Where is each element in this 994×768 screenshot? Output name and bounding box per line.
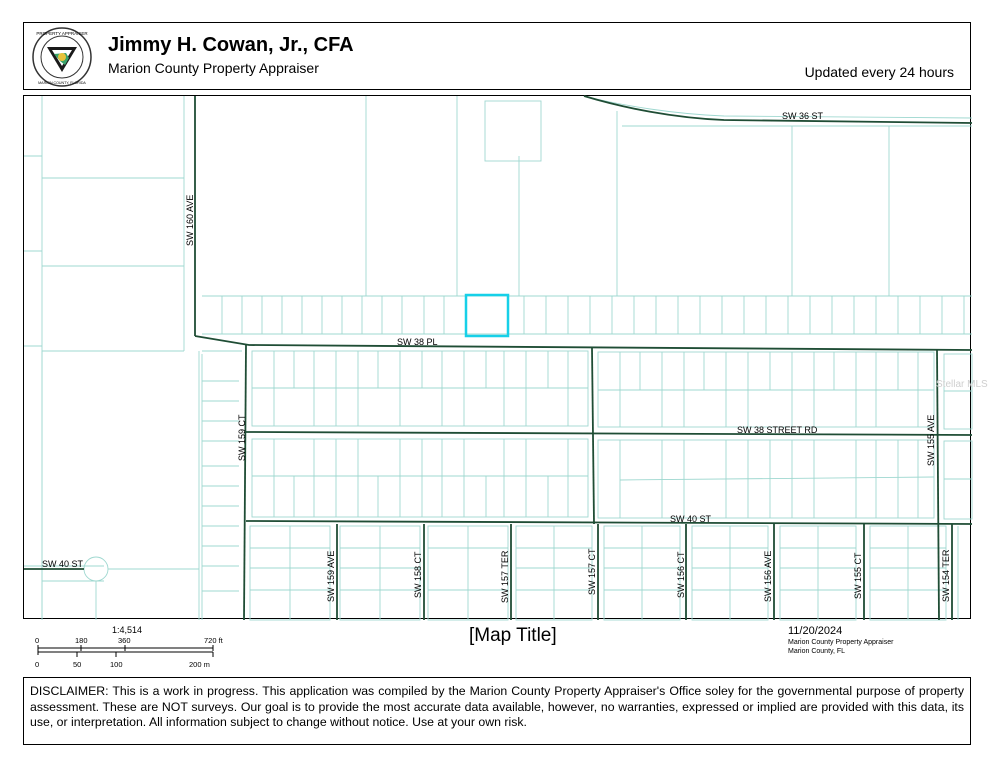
scale-ft-tick-2: 360 xyxy=(118,636,131,645)
street-label-sw158ct: SW 158 CT xyxy=(413,551,423,598)
parcel-lines xyxy=(24,96,972,620)
header xyxy=(23,22,971,90)
street-label-sw40st-west: SW 40 ST xyxy=(42,559,84,569)
scale-m-tick-2: 100 xyxy=(110,660,123,669)
street-label-sw156ct: SW 156 CT xyxy=(676,551,686,598)
scale-m-tick-1: 50 xyxy=(73,660,82,669)
update-notice: Updated every 24 hours xyxy=(804,64,954,80)
street-label-sw159ct: SW 159 CT xyxy=(237,414,247,461)
map-credit-line-2: Marion County, FL xyxy=(788,648,846,655)
scale-ft-tick-0: 0 xyxy=(35,636,40,645)
scale-ratio: 1:4,514 xyxy=(112,625,143,635)
street-label-sw38streetrd: SW 38 STREET RD xyxy=(737,425,818,435)
disclaimer: DISCLAIMER: This is a work in progress. This application was compiled by the Marion County Property Appraiser's Office soley for the governmental purpose of property assessment. These are NOT surveys. Our goal is to provide the most accurate data available, however, no warranties, expressed or implied are provided with this data, its use, or interpretation. All information subject to change without notice. Use at your own risk. xyxy=(23,677,971,745)
street-label-sw40st: SW 40 ST xyxy=(670,514,712,524)
street-label-sw160ave: SW 160 AVE xyxy=(185,194,195,246)
scale-m-tick-3: 200 m xyxy=(189,660,210,669)
property-appraiser-seal-icon xyxy=(32,27,92,87)
scale-m-tick-0: 0 xyxy=(35,660,40,669)
street-label-sw38pl: SW 38 PL xyxy=(397,337,438,347)
street-label-sw157ter: SW 157 TER xyxy=(500,550,510,603)
seal-bottom-text: MARION COUNTY, FLORIDA xyxy=(38,81,86,85)
parcel-map[interactable] xyxy=(23,95,988,619)
street-label-sw156ave: SW 156 AVE xyxy=(763,550,773,602)
scale-bar xyxy=(30,624,230,674)
seal-top-text: PROPERTY APPRAISER xyxy=(36,31,88,36)
map-title: [Map Title] xyxy=(469,625,557,646)
street-label-sw155ct: SW 155 CT xyxy=(853,552,863,599)
subject-parcel-highlight[interactable] xyxy=(466,295,508,336)
road-lines xyxy=(24,96,972,620)
street-label-sw157ct: SW 157 CT xyxy=(587,548,597,595)
watermark: Stellar MLS xyxy=(936,379,988,390)
scale-ft-tick-3: 720 ft xyxy=(204,636,223,645)
page-title: Jimmy H. Cowan, Jr., CFA xyxy=(108,34,354,56)
street-label-sw155ave: SW 155 AVE xyxy=(926,414,936,466)
street-label-sw36st: SW 36 ST xyxy=(782,111,824,121)
map-canvas[interactable] xyxy=(24,96,988,620)
page-subtitle: Marion County Property Appraiser xyxy=(108,60,319,76)
street-label-sw154ter: SW 154 TER xyxy=(941,549,951,602)
map-date: 11/20/2024 xyxy=(788,625,843,637)
street-label-sw159ave: SW 159 AVE xyxy=(326,550,336,602)
map-credit-line-1: Marion County Property Appraiser xyxy=(788,639,894,646)
scale-ft-tick-1: 180 xyxy=(75,636,88,645)
